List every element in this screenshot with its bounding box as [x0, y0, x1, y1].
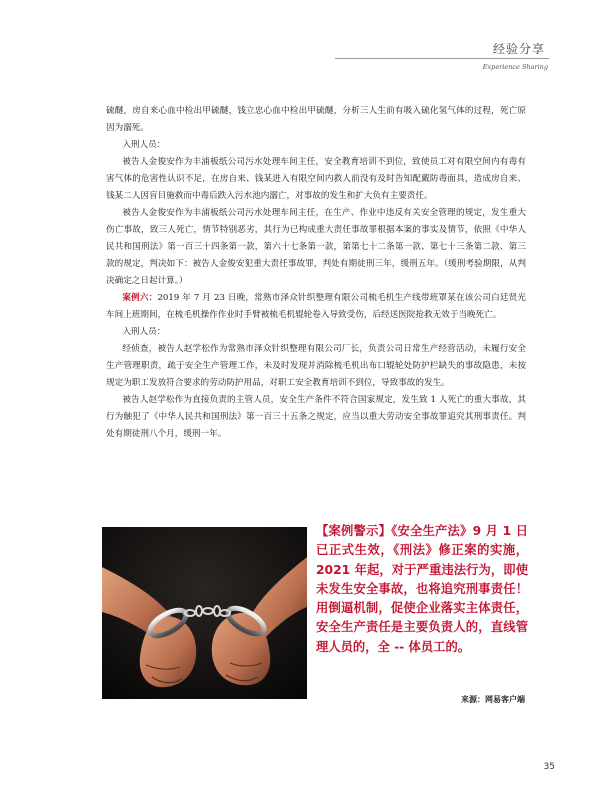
- case-paragraph: [106, 290, 526, 324]
- case-warning-callout: 【案例警示】《安全生产法》9 月 1 日已正式生效，《刑法》修正案的实施，2021 年起，对于严重违法行为，即使未发生安全事故，也将追究刑事责任！用倒逼机制，促使企业落实主体责任，安全生产责任是主要负责人的，直线管理人员的，全 -- 体员工的。: [316, 524, 528, 654]
- section-title: 经验分享: [492, 42, 545, 56]
- page-number: 35: [543, 762, 555, 772]
- case-label: 案例六：: [122, 293, 158, 303]
- case-text: 2019 年 7 月 23 日晚，常熟市泽众针织整理有限公司梳毛机生产线带班罩某在该公司白廷贤光车间上班期间，在梳毛机操作作业时手臂被梳毛机辊轮卷入导致受伤，后经送医院抢救无效于当晚死亡。: [106, 293, 526, 320]
- section-subtitle: Experience Sharing: [482, 63, 548, 71]
- header-divider: [335, 58, 549, 59]
- paragraph: 硫醚，房自来心血中检出甲硫醚，钱立忠心血中检出甲硫醚，分析三人生前有吸入硫化氢气体的过程，死亡原因为溺死。: [106, 106, 526, 133]
- article-body: [106, 103, 526, 443]
- paragraph: 入刑人员：: [122, 140, 166, 150]
- paragraph: 被告人赵学松作为直接负责的主管人员，安全生产条件不符合国家规定，发生致 1 人死亡的重大事故，其行为触犯了《中华人民共和国刑法》第一百三十五条之规定，应当以重大劳动安全事故罪追究其刑事责任。判处有期徒刑八个月，缓刑一年。: [106, 395, 526, 439]
- handcuffed-hands-illustration: [102, 527, 307, 699]
- paragraph: 被告人金俊安作为丰浦板纸公司污水处理车间主任，安全教育培训不到位，致使员工对有限空间内有毒有害气体的危害性认识不足，在房自来、钱某进入有限空间内救人前没有及时告知配戴防毒面具，造成房自来、钱某二人因盲目施救而中毒后跌入污水池内溺亡，对事故的发生和扩大负有主要责任。: [106, 157, 526, 201]
- paragraph: 入刑人员：: [122, 327, 166, 337]
- source-credit: 来源：网易客户端: [461, 694, 525, 704]
- paragraph: 被告人金俊安作为丰浦板纸公司污水处理车间主任，在生产、作业中违反有关安全管理的规定，发生重大伤亡事故，致三人死亡，情节特别恶劣，其行为已构成重大责任事故罪根据本案的事实及情节，依照《中华人民共和国刑法》第一百三十四条第一款，第六十七条第一款，第第七十二条第一款、第七十三条第二款、第三款的规定，判决如下：被告人金俊安犯重大责任事故罪，判处有期徒刑三年，缓刑五年。（缓刑考验期限，从判决确定之日起计算。）: [106, 208, 526, 286]
- handcuffs-photo: [102, 527, 307, 699]
- paragraph: 经侦查，被告人赵学松作为常熟市泽众针织整理有限公司厂长，负责公司日常生产经营活动，未履行安全生产管理职责，疏于安全生产管理工作，未及时发现并消除梳毛机出布口辊轮处防护栏缺失的事故隐患，未按规定为职工发放符合要求的劳动防护用品，对职工安全教育培训不到位，导致事故的发生。: [106, 344, 526, 388]
